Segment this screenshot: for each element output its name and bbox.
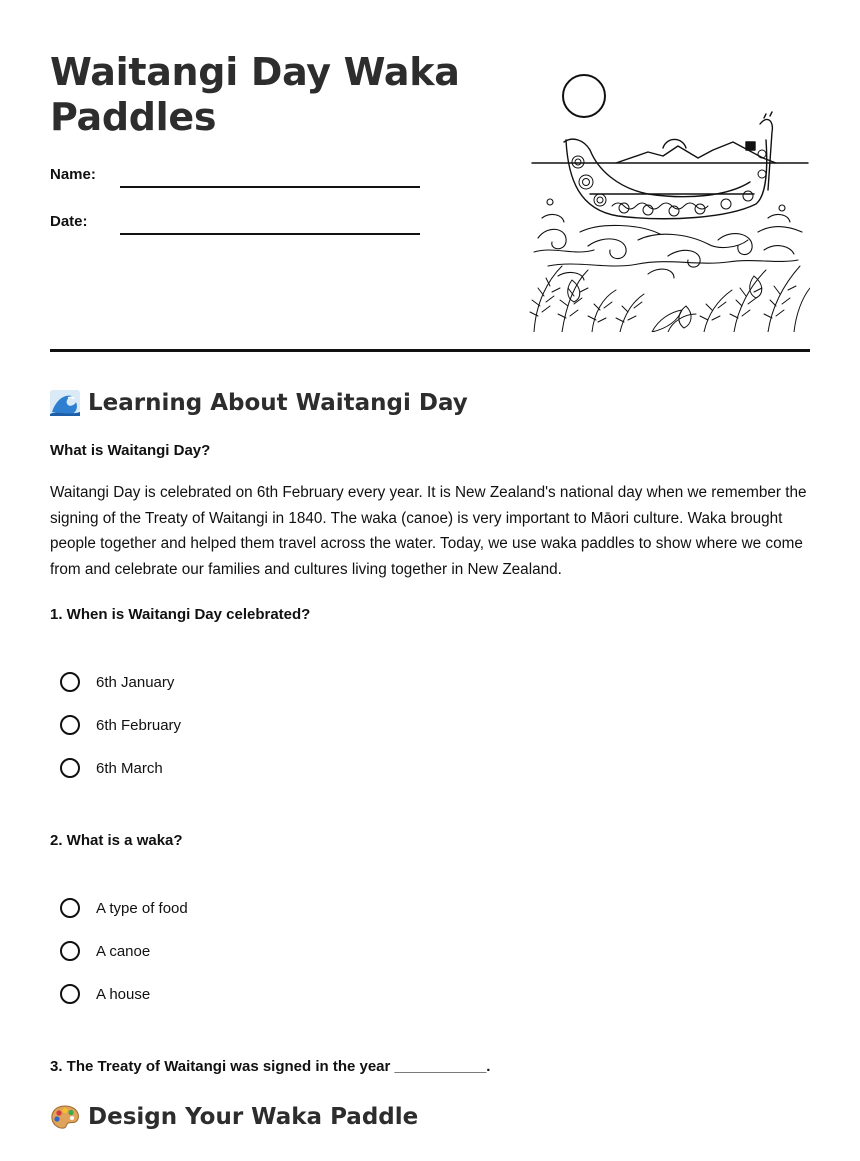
- option-label: A house: [96, 985, 151, 1003]
- radio-button[interactable]: [60, 715, 80, 735]
- name-field[interactable]: [120, 186, 420, 188]
- radio-button[interactable]: [60, 758, 80, 778]
- radio-button[interactable]: [60, 672, 80, 692]
- question-3: 3. The Treaty of Waitangi was signed in the year ___________.: [50, 1058, 491, 1075]
- q1-option-1[interactable]: [60, 669, 174, 695]
- option-label: A canoe: [96, 942, 151, 960]
- q2-option-3[interactable]: [60, 981, 150, 1007]
- waka-illustration: [528, 70, 810, 332]
- q1-option-3[interactable]: [60, 755, 163, 781]
- page-title: Waitangi Day Waka Paddles: [50, 50, 460, 139]
- wave-icon: [50, 390, 80, 416]
- section-heading-text: Design Your Waka Paddle: [88, 1104, 419, 1130]
- q2-option-2[interactable]: [60, 938, 150, 964]
- section-heading-learning: [50, 390, 468, 416]
- subheading-what-is: What is Waitangi Day?: [50, 442, 211, 459]
- divider: [50, 349, 810, 352]
- question-1: 1. When is Waitangi Day celebrated?: [50, 606, 311, 623]
- option-label: 6th March: [96, 759, 163, 777]
- section-heading-text: Learning About Waitangi Day: [88, 390, 468, 416]
- date-field[interactable]: [120, 233, 420, 235]
- intro-paragraph: Waitangi Day is celebrated on 6th February every year. It is New Zealand's national day when we remember the signing of the Treaty of Waitangi in 1840. The waka (canoe) is very important to Māori culture. Waka brought people together and helped them travel across the water. Today, we use waka paddles to show where we come from and celebrate our families and cultures living together in New Zealand.: [50, 484, 807, 579]
- option-label: A type of food: [96, 899, 188, 917]
- option-label: 6th January: [96, 673, 175, 691]
- option-label: 6th February: [96, 716, 182, 734]
- date-label: Date:: [50, 213, 88, 230]
- palette-icon: [50, 1104, 80, 1130]
- radio-button[interactable]: [60, 984, 80, 1004]
- q1-option-2[interactable]: [60, 712, 181, 738]
- radio-button[interactable]: [60, 941, 80, 961]
- radio-button[interactable]: [60, 898, 80, 918]
- q2-option-1[interactable]: [60, 895, 188, 921]
- question-2: 2. What is a waka?: [50, 832, 183, 849]
- name-label: Name:: [50, 166, 96, 183]
- section-heading-design: [50, 1104, 418, 1130]
